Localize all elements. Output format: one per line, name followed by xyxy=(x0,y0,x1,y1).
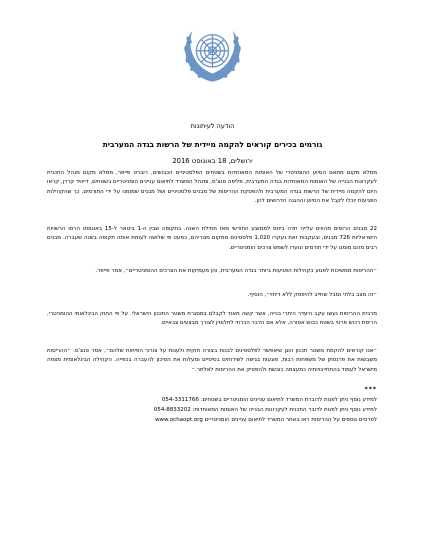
paragraph-5: מרבית ההריסות נעשו עקב היעדר היתרי בנייה, אשר קשה מאוד לקבלם במסגרת משטר התכנון הישראלי. על פי החוק הבינלאומי ההומניטרי, הריסת רכוש פרטי בשטח כבוש אסורה, אלא אם הדבר הכרחי לחלוטין לצורך מבצעים צבאיים. xyxy=(47,311,377,327)
paragraph-3-quote: ״ההריסות ממשיכות לפגוע בקהילות הפגיעות ביותר בגדה המערבית, והן מעמיקות את הצרכים ההומניטריים״, אמר פייפר. xyxy=(95,268,377,274)
contact-line-2: למידע נוסף ניתן לפנות לדובר התכנית לעקרונות הבנייה של האומות המאוחדות: 054-8833202 xyxy=(153,407,377,413)
paragraph-2: 22 מבנים הרוסים מהווים עלייה חדה ביחס לממוצע החודשי מאז תחילת השנה. בתקופה שבין ה-1 בינואר ל-15 באוגוסט הרסו הרשויות הישראליות 726 מבנים, ובעקבות זאת נעקרו 1,020 פלסטינים ממקום מגוריהם, כמעט פי שלושה לעומת אותה תקופה בשנה שעברה. מבנים רבים מהם מומנו על ידי תורמים ונועדו לשמש צרכים הומניטריים. xyxy=(47,226,377,251)
un-emblem-icon xyxy=(179,20,246,87)
paragraph-1: ממלא מקום מתאם הסיוע ההומניטרי של האומות המאוחדות בשטחים הפלסטיניים הכבושים, רוברט פייפר, ממלא מקום מנהל התכנית לעקרונות הבנייה של האומות המאוחדות בגדה המערבית, פליפה סנצ'ס, ומנהל המשרד לתיאום עניינים הומניטריים בשטחים, דייוויד קרדן, קראו היום להקמה מיידית של הרשות בגדה המערבית ולהפסקת ההריסות של מבנים פלסטיניים ושל מבנים שמומנו על ידי התורמים, כך שהקהילות הפגיעות יוכלו לקבל את הסיוע וההגנה הדרושים להן. xyxy=(47,170,377,204)
contact-line-3: לפרטים נוספים על ההריסות ראו באתר המשרד לתיאום עניינים הומניטריים www.ochaopt.org xyxy=(155,417,377,423)
headline: גורמים בכירים קוראים להקמה מיידית של הרשות בגדה המערבית xyxy=(102,140,323,149)
contact-line-1: למידע נוסף ניתן לפנות לדוברת המשרד לתיאום עניינים הומניטריים בשטחים: 054-3311766 xyxy=(161,397,377,403)
press-release-label: הודעה לעיתונות xyxy=(190,122,235,130)
paragraph-4-quote: ״זה מצב בלתי נסבל שחייב להיפסק ללא דיחוי״, הוסיף. xyxy=(247,292,377,298)
dateline: ירושלים, 18 באוגוסט 2016 xyxy=(172,157,253,165)
section-separator: *** xyxy=(364,386,377,393)
paragraph-6-quote: ״אנו קוראים להקמת משטר תכנון הוגן שיאפשר לפלסטינים לבנות בצורה חוקית ולענות על צורכי הפיתוח שלהם״, אמר סנצ'ס. ״ההריסות משבשות את פרנסתן של משפחות רבות, פוגעות בגישה לשירותים בסיסיים ומעלות את הסיכון להעברה בכפייה. הקהילה הבינלאומית מצפה מישראל לעמוד בהתחייבויותיה כמעצמה כובשת ולהפסיק את ההריסות לאלתר.״ xyxy=(47,348,377,373)
un-emblem-graphic xyxy=(179,20,246,87)
